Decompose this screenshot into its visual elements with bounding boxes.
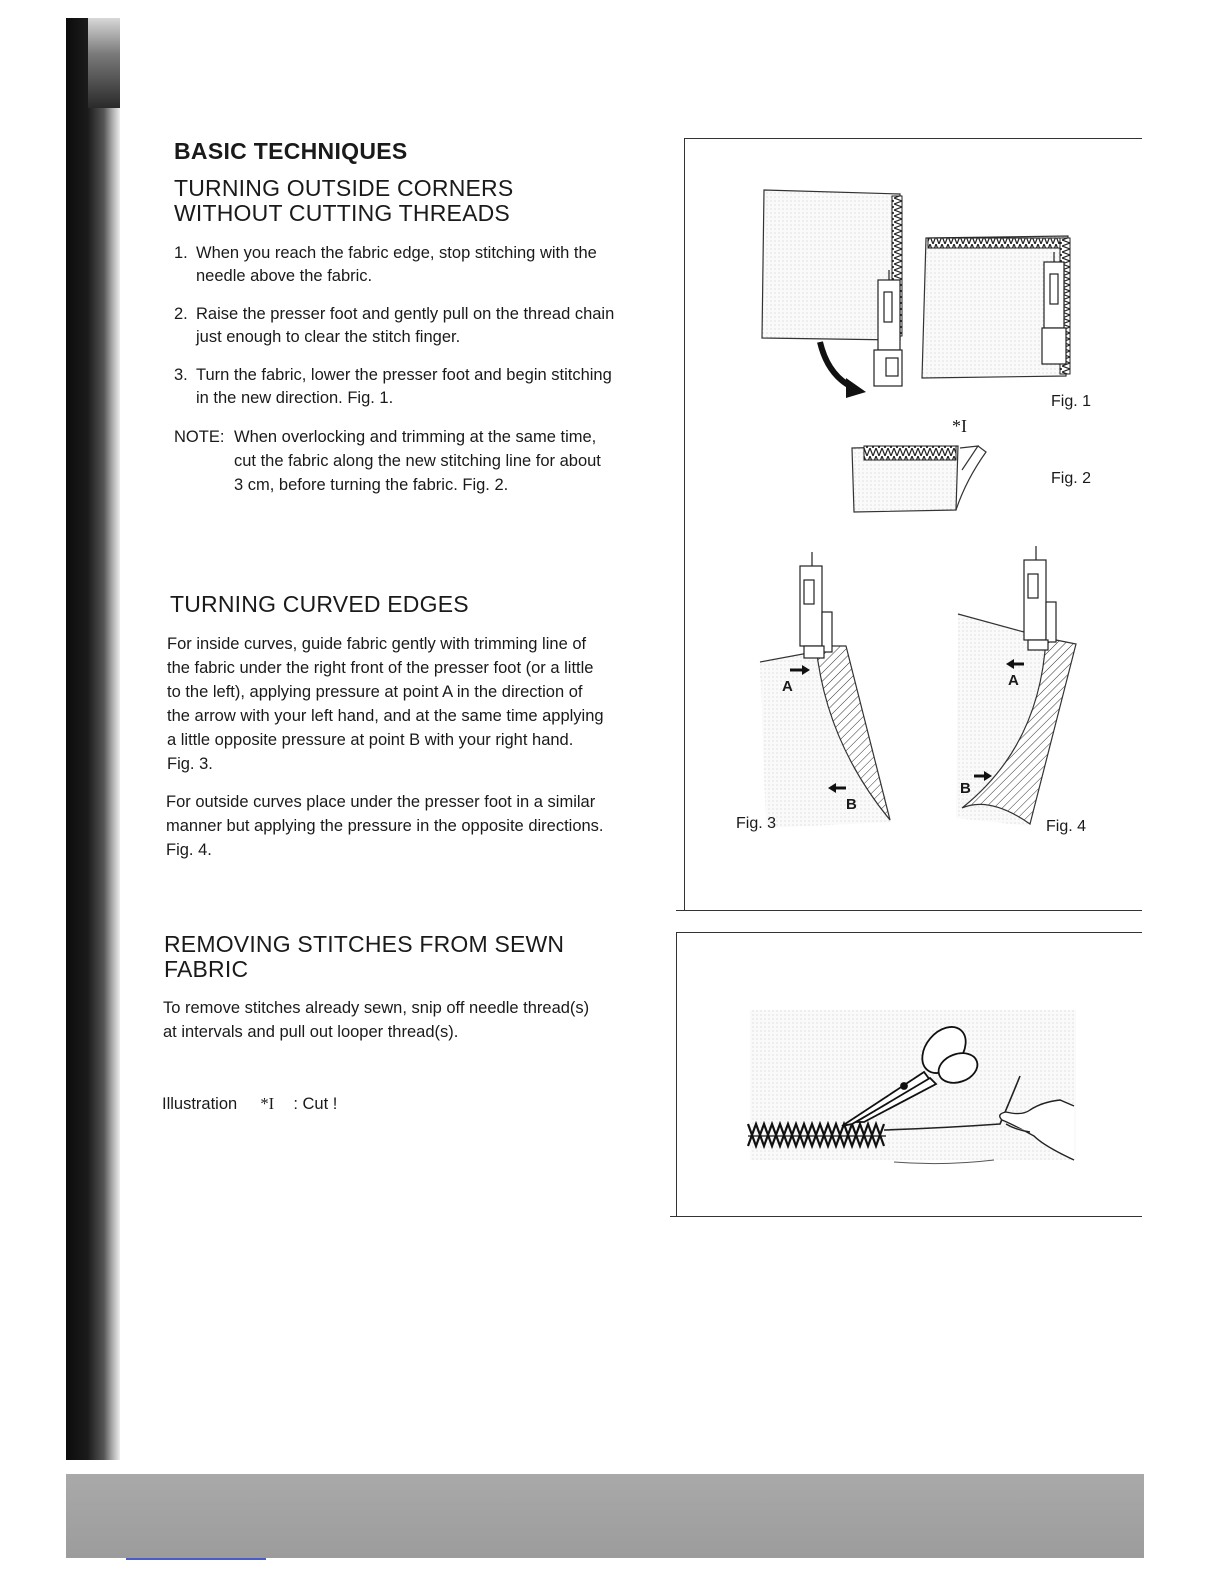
step-1 bbox=[174, 242, 654, 288]
curved-edges-title: TURNING CURVED EDGES bbox=[170, 591, 469, 617]
step-2 bbox=[174, 303, 654, 349]
scan-edge-top bbox=[88, 18, 120, 108]
note-label: NOTE: bbox=[174, 428, 225, 446]
fig1-presser-foot-left bbox=[874, 270, 902, 386]
fig3-drawing bbox=[756, 552, 906, 832]
note-text: 3 cm, before turning the fabric. Fig. 2. bbox=[234, 476, 509, 494]
fig4-presser-foot bbox=[1024, 546, 1056, 650]
curved-edges-line: the fabric under the right front of the presser foot (or a little bbox=[167, 659, 594, 677]
footer-link-underline bbox=[126, 1558, 266, 1560]
fig1-stitch-top bbox=[928, 238, 1068, 248]
fig4-label: Fig. 4 bbox=[1046, 818, 1087, 835]
fig1-drawing bbox=[750, 180, 1090, 400]
removing-line: at intervals and pull out looper thread(s). bbox=[163, 1023, 459, 1041]
outside-corners-title-line1: TURNING OUTSIDE CORNERS bbox=[174, 175, 514, 201]
scan-edge-bar bbox=[66, 18, 120, 1460]
figure-panel-bottom-rule bbox=[676, 910, 1142, 911]
step-text: needle above the fabric. bbox=[196, 267, 373, 285]
curved-edges-line: manner but applying the pressure in the opposite directions. bbox=[166, 817, 604, 835]
fig2-cut-line bbox=[960, 446, 978, 470]
figure-panel2-top-rule bbox=[676, 932, 1142, 933]
illustration-note bbox=[162, 1092, 337, 1116]
step-text: Raise the presser foot and gently pull on the thread chain bbox=[196, 305, 615, 323]
removing-para bbox=[163, 996, 653, 1044]
fig4-point-a: A bbox=[1008, 672, 1019, 689]
illustration-symbol: *I bbox=[260, 1094, 275, 1113]
curved-edges-line: the arrow with your left hand, and at the same time applying bbox=[167, 707, 604, 725]
fig3-label: Fig. 3 bbox=[736, 815, 777, 832]
page-footer-band bbox=[66, 1474, 1144, 1558]
note bbox=[174, 425, 654, 497]
curved-edges-line: For outside curves place under the presser foot in a similar bbox=[166, 793, 596, 811]
note-text: cut the fabric along the new stitching line for about bbox=[234, 452, 601, 470]
fig1-turn-arrow-head bbox=[846, 378, 866, 398]
figure-panel2-bottom-rule bbox=[670, 1216, 1142, 1217]
step-text: just enough to clear the stitch finger. bbox=[196, 328, 461, 346]
fig3-presser-foot bbox=[800, 552, 832, 658]
curved-edges-line: For inside curves, guide fabric gently with trimming line of bbox=[167, 635, 587, 653]
step-text: in the new direction. Fig. 1. bbox=[196, 389, 394, 407]
fig3-point-a: A bbox=[782, 678, 793, 695]
illustration-text: : Cut ! bbox=[293, 1095, 338, 1113]
curved-edges-line: Fig. 4. bbox=[166, 841, 212, 859]
curved-edges-para-2 bbox=[166, 790, 656, 862]
removing-title-line1: REMOVING STITCHES FROM SEWN bbox=[164, 931, 565, 957]
illustration-label: Illustration bbox=[162, 1095, 238, 1113]
step-3 bbox=[174, 364, 654, 410]
fig3-point-b: B bbox=[846, 796, 857, 813]
fig2-cut-marker: *I bbox=[952, 416, 967, 436]
outside-corners-title-line2: WITHOUT CUTTING THREADS bbox=[174, 200, 510, 226]
figure-panel-top-rule bbox=[684, 138, 1142, 139]
removing-stitches-drawing bbox=[744, 1006, 1084, 1176]
fig4-drawing bbox=[950, 546, 1090, 830]
step-number: 2. bbox=[174, 305, 188, 323]
figure-panel-left-rule bbox=[684, 138, 685, 910]
fig2-label: Fig. 2 bbox=[1051, 470, 1092, 487]
fig2-drawing bbox=[846, 440, 996, 516]
fig1-label: Fig. 1 bbox=[1051, 393, 1092, 410]
section-title: BASIC TECHNIQUES bbox=[174, 138, 408, 164]
outside-corners-title bbox=[174, 176, 513, 226]
curved-edges-para-1 bbox=[167, 632, 657, 776]
figure-panel2-left-rule bbox=[676, 932, 677, 1216]
curved-edges-line: Fig. 3. bbox=[167, 755, 213, 773]
removing-title bbox=[164, 932, 564, 982]
step-text: Turn the fabric, lower the presser foot and begin stitching bbox=[196, 366, 612, 384]
fig4-point-b: B bbox=[960, 780, 971, 797]
note-text: When overlocking and trimming at the same time, bbox=[234, 428, 597, 446]
fig1-presser-foot-right bbox=[1042, 252, 1066, 364]
curved-edges-line: a little opposite pressure at point B with your right hand. bbox=[167, 731, 574, 749]
step-number: 1. bbox=[174, 244, 188, 262]
fig2-stitch bbox=[864, 446, 956, 460]
removing-line: To remove stitches already sewn, snip off needle thread(s) bbox=[163, 999, 590, 1017]
removing-title-line2: FABRIC bbox=[164, 956, 249, 982]
step-text: When you reach the fabric edge, stop stitching with the bbox=[196, 244, 597, 262]
outside-corners-steps bbox=[174, 242, 654, 497]
curved-edges-line: to the left), applying pressure at point A in the direction of bbox=[167, 683, 583, 701]
step-number: 3. bbox=[174, 366, 188, 384]
